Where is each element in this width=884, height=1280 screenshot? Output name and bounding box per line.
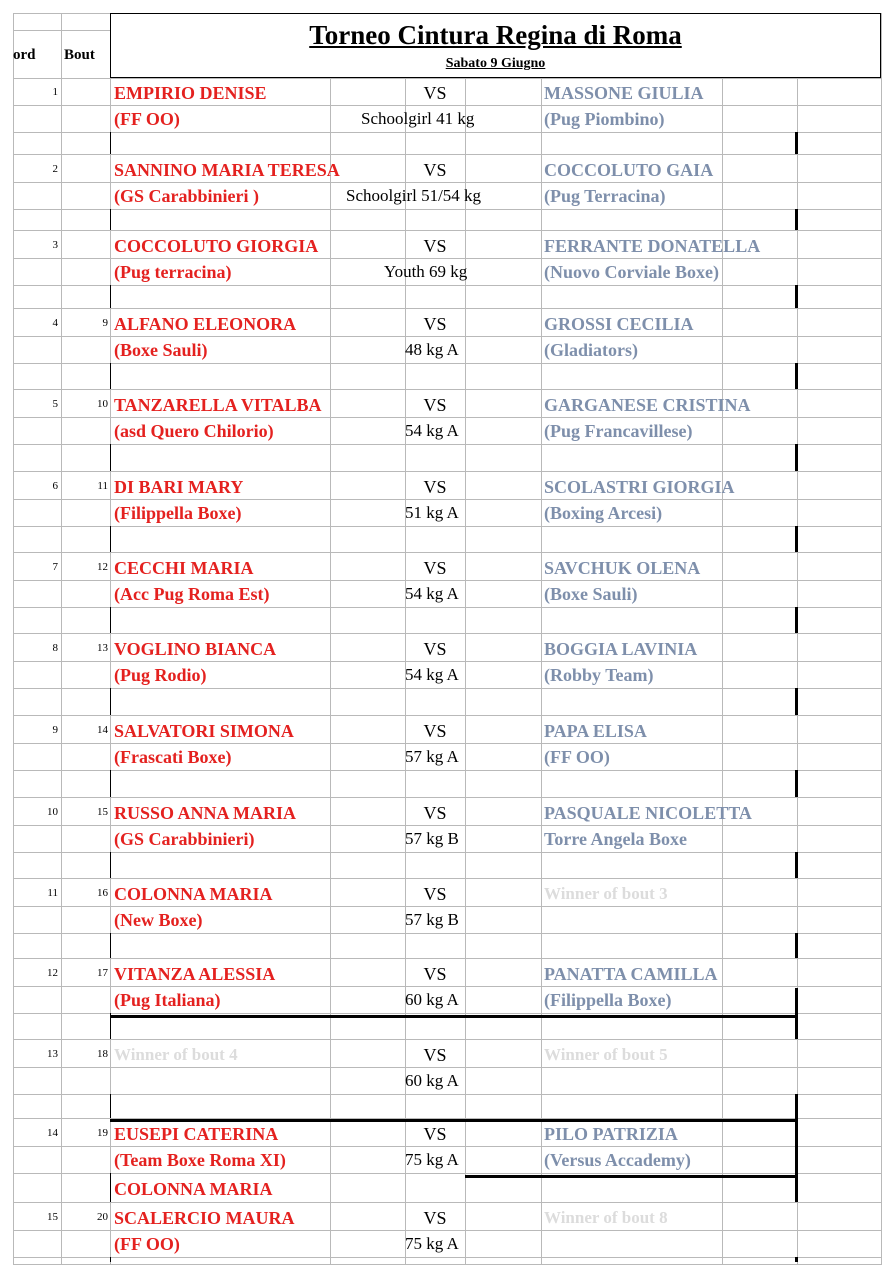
vs-label: VS xyxy=(423,236,447,256)
grid-line xyxy=(13,688,881,689)
weight-category: 75 kg A xyxy=(405,1150,459,1169)
grid-line xyxy=(13,986,881,987)
red-corner-club: (FF OO) xyxy=(114,109,180,129)
blue-corner-club: (Pug Francavillese) xyxy=(544,421,693,441)
ord-number: 11 xyxy=(47,887,58,899)
vs-label: VS xyxy=(423,884,447,904)
grid-line xyxy=(13,1202,881,1203)
weight-category: 54 kg A xyxy=(405,421,459,440)
blue-corner-club: Torre Angela Boxe xyxy=(544,829,687,849)
blue-corner-club: (Boxe Sauli) xyxy=(544,584,638,604)
divider xyxy=(110,1015,797,1018)
divider xyxy=(795,607,798,633)
grid-line xyxy=(13,105,881,106)
divider xyxy=(795,285,798,308)
red-corner-name: ALFANO ELEONORA xyxy=(114,314,297,334)
divider xyxy=(110,852,111,878)
red-corner-club: (Pug Rodio) xyxy=(114,665,207,685)
grid-line xyxy=(13,444,881,445)
divider xyxy=(795,770,798,797)
divider xyxy=(110,526,111,552)
red-corner-name: DI BARI MARY xyxy=(114,477,244,497)
bout-number: 11 xyxy=(97,480,108,492)
red-corner-name: COLONNA MARIA xyxy=(114,884,273,904)
red-corner-name: EUSEPI CATERINA xyxy=(114,1124,279,1144)
red-corner-extra-name: COLONNA MARIA xyxy=(114,1179,273,1199)
blue-corner-name: COCCOLUTO GAIA xyxy=(544,160,714,180)
blue-corner-name: SAVCHUK OLENA xyxy=(544,558,701,578)
grid-line xyxy=(13,607,881,608)
bout-number: 18 xyxy=(97,1048,108,1060)
divider xyxy=(110,132,111,154)
grid-line xyxy=(13,132,881,133)
blue-corner-name: PAPA ELISA xyxy=(544,721,647,741)
ord-number: 12 xyxy=(47,967,58,979)
red-corner-name: COCCOLUTO GIORGIA xyxy=(114,236,319,256)
vs-label: VS xyxy=(423,1124,447,1144)
divider xyxy=(795,1257,798,1262)
red-corner-club: (FF OO) xyxy=(114,1234,180,1254)
grid-line xyxy=(13,154,881,155)
grid-line xyxy=(13,209,881,210)
red-corner-club: (Pug terracina) xyxy=(114,262,232,282)
red-corner-club: (GS Carabbinieri ) xyxy=(114,186,260,206)
page-title: Torneo Cintura Regina di Roma xyxy=(309,20,682,50)
grid-line xyxy=(13,797,881,798)
vs-label: VS xyxy=(423,1045,447,1065)
ord-number: 6 xyxy=(52,480,58,492)
divider xyxy=(110,607,111,633)
grid-line xyxy=(13,715,881,716)
divider xyxy=(795,444,798,471)
vs-label: VS xyxy=(423,83,447,103)
blue-corner-name: Winner of bout 8 xyxy=(544,1208,668,1227)
blue-corner-name: GARGANESE CRISTINA xyxy=(544,395,751,415)
grid-line xyxy=(13,552,881,553)
divider xyxy=(110,444,111,471)
grid-line xyxy=(13,182,881,183)
blue-corner-club: (FF OO) xyxy=(544,747,610,767)
blue-corner-name: PILO PATRIZIA xyxy=(544,1124,678,1144)
bout-number: 10 xyxy=(97,398,108,410)
red-corner-name: EMPIRIO DENISE xyxy=(114,83,267,103)
red-corner-name: CECCHI MARIA xyxy=(114,558,254,578)
red-corner-club: (Pug Italiana) xyxy=(114,990,221,1010)
weight-category: Schoolgirl 41 kg xyxy=(361,109,475,128)
weight-category: Youth 69 kg xyxy=(384,262,468,281)
red-corner-name: Winner of bout 4 xyxy=(114,1045,238,1064)
red-corner-name: SANNINO MARIA TERESA xyxy=(114,160,340,180)
red-corner-club: (Acc Pug Roma Est) xyxy=(114,584,270,604)
vs-label: VS xyxy=(423,639,447,659)
grid-line xyxy=(13,13,14,1265)
weight-category: 48 kg A xyxy=(405,340,459,359)
vs-label: VS xyxy=(423,314,447,334)
blue-corner-club: (Pug Terracina) xyxy=(544,186,666,206)
vs-label: VS xyxy=(423,803,447,823)
ord-number: 4 xyxy=(52,317,58,329)
blue-corner-club: (Versus Accademy) xyxy=(544,1150,691,1170)
grid-line xyxy=(61,13,62,1265)
grid-line xyxy=(13,258,881,259)
grid-line xyxy=(13,580,881,581)
weight-category: 54 kg A xyxy=(405,665,459,684)
grid-line xyxy=(13,526,881,527)
title-box xyxy=(110,13,881,78)
weight-category: 54 kg A xyxy=(405,584,459,603)
ord-number: 10 xyxy=(47,806,58,818)
red-corner-name: VITANZA ALESSIA xyxy=(114,964,276,984)
red-corner-club: (Filippella Boxe) xyxy=(114,503,242,523)
ord-number: 8 xyxy=(52,642,58,654)
ord-number: 5 xyxy=(52,398,58,410)
red-corner-name: TANZARELLA VITALBA xyxy=(114,395,322,415)
ord-number: 1 xyxy=(52,86,58,98)
divider xyxy=(795,933,798,958)
blue-corner-club: (Gladiators) xyxy=(544,340,638,360)
grid-line xyxy=(13,1257,881,1258)
column-header-ord: ord xyxy=(13,47,36,63)
grid-line xyxy=(13,78,881,79)
weight-category: 75 kg A xyxy=(405,1234,459,1253)
divider xyxy=(110,209,111,230)
grid-line xyxy=(13,308,881,309)
divider xyxy=(110,933,111,958)
divider xyxy=(110,363,111,389)
grid-line xyxy=(13,1039,881,1040)
blue-corner-name: Winner of bout 3 xyxy=(544,884,668,903)
divider xyxy=(795,526,798,552)
red-corner-club: (Frascati Boxe) xyxy=(114,747,232,767)
grid-line xyxy=(13,1264,881,1265)
blue-corner-name: GROSSI CECILIA xyxy=(544,314,694,334)
grid-line xyxy=(13,471,881,472)
grid-line xyxy=(13,906,881,907)
weight-category: 57 kg A xyxy=(405,747,459,766)
vs-label: VS xyxy=(423,160,447,180)
divider xyxy=(795,852,798,878)
grid-line xyxy=(13,499,881,500)
vs-label: VS xyxy=(423,721,447,741)
grid-line xyxy=(13,661,881,662)
bout-number: 20 xyxy=(97,1211,108,1223)
ord-number: 13 xyxy=(47,1048,58,1060)
grid-line xyxy=(13,230,881,231)
vs-label: VS xyxy=(423,558,447,578)
divider xyxy=(795,209,798,230)
ord-number: 7 xyxy=(52,561,58,573)
bout-number: 16 xyxy=(97,887,108,899)
grid-line xyxy=(13,1173,881,1174)
weight-category: Schoolgirl 51/54 kg xyxy=(346,186,482,205)
ord-number: 2 xyxy=(52,163,58,175)
page-subtitle: Sabato 9 Giugno xyxy=(445,56,546,71)
red-corner-name: SALVATORI SIMONA xyxy=(114,721,294,741)
bout-number: 12 xyxy=(97,561,108,573)
divider xyxy=(465,1175,797,1178)
weight-category: 60 kg A xyxy=(405,990,459,1009)
ord-number: 9 xyxy=(52,724,58,736)
blue-corner-name: Winner of bout 5 xyxy=(544,1045,668,1064)
blue-corner-club: (Boxing Arcesi) xyxy=(544,503,663,523)
column-header-bout: Bout xyxy=(64,47,95,63)
grid-line xyxy=(13,770,881,771)
divider xyxy=(110,1119,797,1122)
grid-line xyxy=(13,825,881,826)
red-corner-club: (New Boxe) xyxy=(114,910,203,930)
grid-line xyxy=(13,389,881,390)
blue-corner-club: (Filippella Boxe) xyxy=(544,990,672,1010)
grid-line xyxy=(13,1067,881,1068)
divider xyxy=(795,1096,798,1200)
divider xyxy=(110,285,111,308)
ord-number: 15 xyxy=(47,1211,58,1223)
grid-line xyxy=(13,417,881,418)
divider xyxy=(795,132,798,154)
divider xyxy=(795,688,798,715)
grid-line xyxy=(13,30,110,31)
blue-corner-name: PANATTA CAMILLA xyxy=(544,964,718,984)
divider xyxy=(795,988,798,1016)
red-corner-name: SCALERCIO MAURA xyxy=(114,1208,295,1228)
blue-corner-name: SCOLASTRI GIORGIA xyxy=(544,477,735,497)
grid-line xyxy=(13,1146,881,1147)
weight-category: 51 kg A xyxy=(405,503,459,522)
bout-number: 13 xyxy=(97,642,108,654)
grid-line xyxy=(13,1013,881,1014)
grid-line xyxy=(330,13,331,1265)
grid-line xyxy=(13,633,881,634)
grid-line xyxy=(541,13,542,1265)
blue-corner-name: BOGGIA LAVINIA xyxy=(544,639,698,659)
red-corner-club: (GS Carabbinieri) xyxy=(114,829,255,849)
grid-line xyxy=(13,285,881,286)
grid-line xyxy=(13,363,881,364)
red-corner-club: (Team Boxe Roma XI) xyxy=(114,1150,286,1170)
vs-label: VS xyxy=(423,477,447,497)
grid-line xyxy=(13,336,881,337)
vs-label: VS xyxy=(423,964,447,984)
grid-line xyxy=(722,13,723,1265)
blue-corner-name: PASQUALE NICOLETTA xyxy=(544,803,752,823)
divider xyxy=(110,688,111,715)
grid-line xyxy=(13,958,881,959)
red-corner-name: VOGLINO BIANCA xyxy=(114,639,277,659)
red-corner-name: RUSSO ANNA MARIA xyxy=(114,803,297,823)
blue-corner-club: (Pug Piombino) xyxy=(544,109,665,129)
red-corner-club: (asd Quero Chilorio) xyxy=(114,421,274,441)
grid-line xyxy=(13,933,881,934)
divider xyxy=(795,363,798,389)
weight-category: 57 kg B xyxy=(405,910,459,929)
ord-number: 3 xyxy=(52,239,58,251)
blue-corner-club: (Robby Team) xyxy=(544,665,654,685)
weight-category: 57 kg B xyxy=(405,829,459,848)
grid-line xyxy=(13,743,881,744)
grid-line xyxy=(881,13,882,1265)
bout-number: 17 xyxy=(97,967,108,979)
grid-line xyxy=(13,878,881,879)
vs-label: VS xyxy=(423,395,447,415)
red-corner-club: (Boxe Sauli) xyxy=(114,340,208,360)
bout-number: 19 xyxy=(97,1127,108,1139)
grid-line xyxy=(797,13,798,1265)
grid-line xyxy=(13,1230,881,1231)
grid-line xyxy=(13,852,881,853)
grid-line xyxy=(13,1094,881,1095)
bout-number: 9 xyxy=(102,317,108,329)
divider xyxy=(110,1257,111,1262)
weight-category: 60 kg A xyxy=(405,1071,459,1090)
divider xyxy=(110,1173,111,1202)
vs-label: VS xyxy=(423,1208,447,1228)
divider xyxy=(110,770,111,797)
grid-line xyxy=(110,13,111,1265)
blue-corner-name: FERRANTE DONATELLA xyxy=(544,236,761,256)
blue-corner-club: (Nuovo Corviale Boxe) xyxy=(544,262,719,282)
bout-number: 14 xyxy=(97,724,108,736)
ord-number: 14 xyxy=(47,1127,58,1139)
grid-line xyxy=(13,13,110,14)
divider xyxy=(110,1094,111,1118)
bout-number: 15 xyxy=(97,806,108,818)
blue-corner-name: MASSONE GIULIA xyxy=(544,83,704,103)
